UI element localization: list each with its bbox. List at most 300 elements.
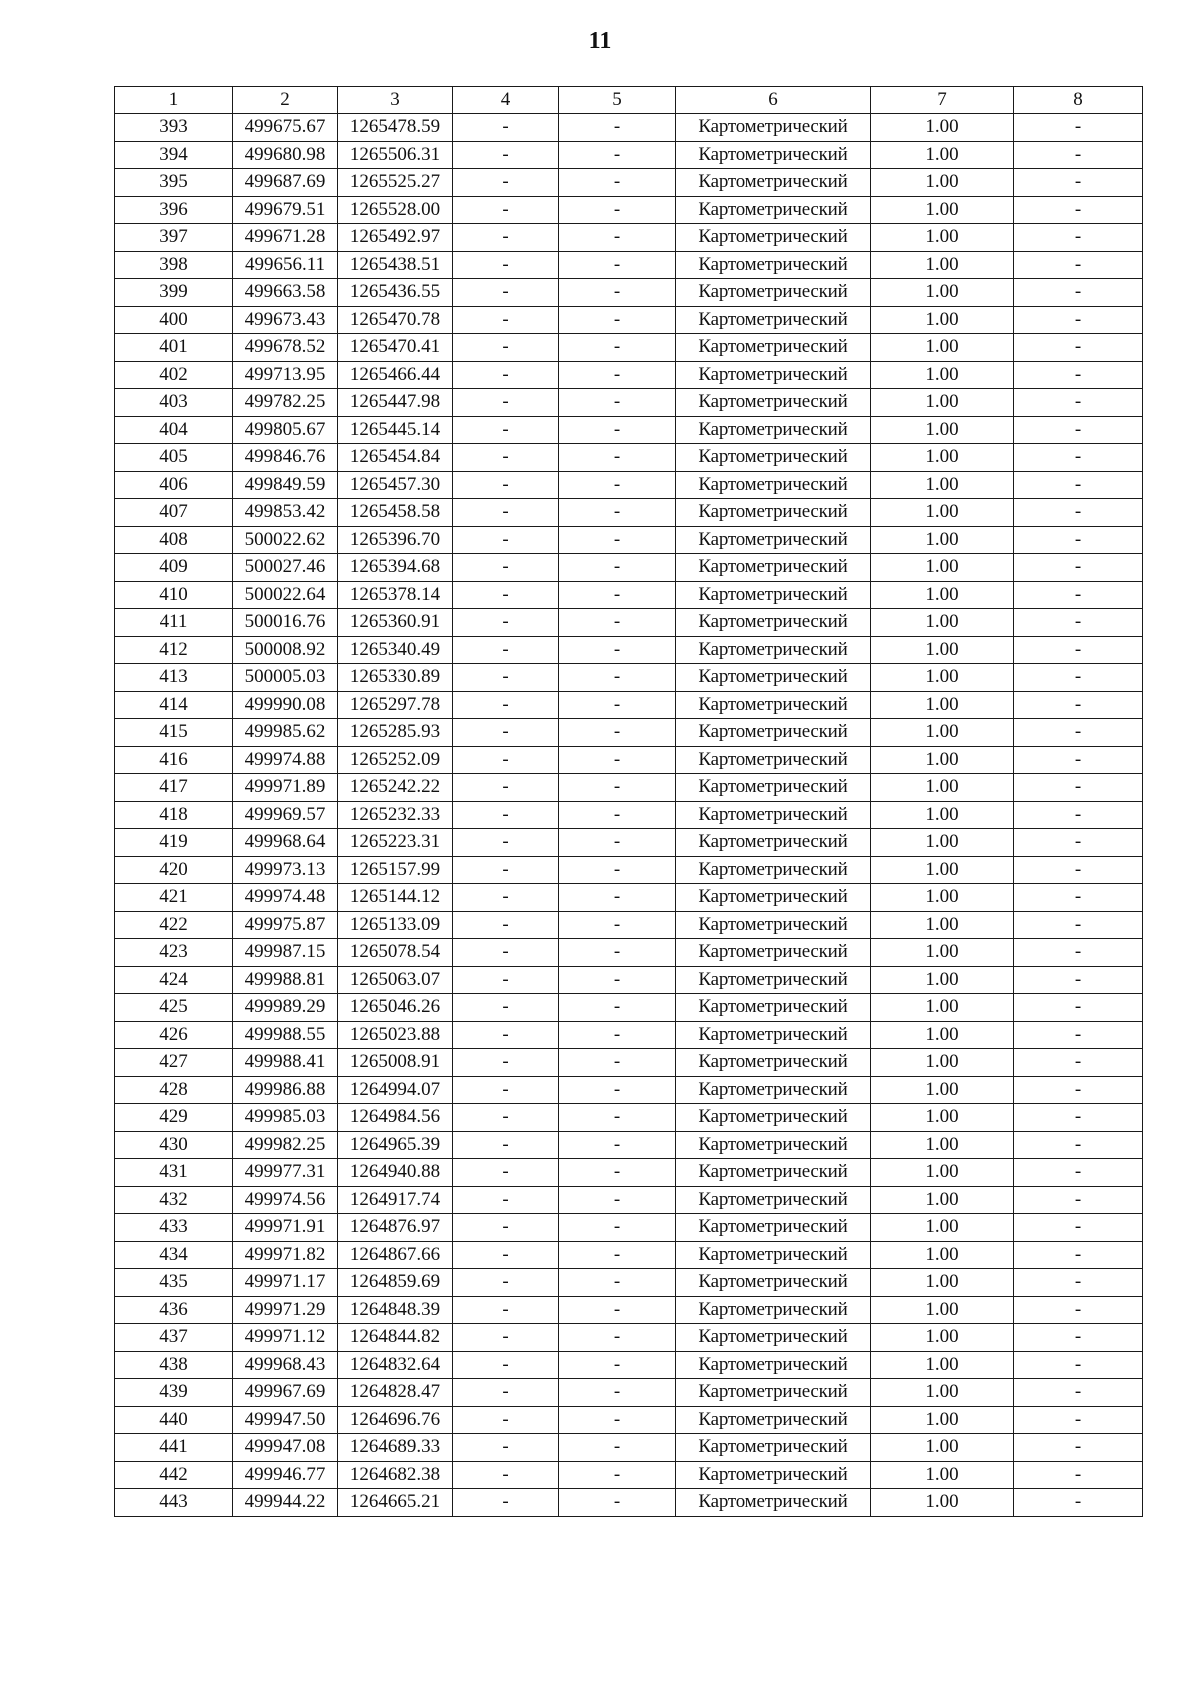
table-row (115, 1104, 1143, 1132)
x-coordinate-cell: 499947.50 (233, 1406, 338, 1434)
col-5-cell: - (559, 361, 676, 389)
col-8-cell: - (1014, 884, 1143, 912)
point-number-cell: 443 (115, 1489, 233, 1517)
method-cell: Картометрический (676, 1241, 871, 1269)
method-cell: Картометрический (676, 1379, 871, 1407)
point-number-cell: 428 (115, 1076, 233, 1104)
method-cell: Картометрический (676, 664, 871, 692)
col-8-cell: - (1014, 1324, 1143, 1352)
table-row (115, 389, 1143, 417)
col-5-cell: - (559, 1434, 676, 1462)
table-row (115, 1269, 1143, 1297)
table-row (115, 719, 1143, 747)
col-8-cell: - (1014, 554, 1143, 582)
col-8-cell: - (1014, 801, 1143, 829)
point-number-cell: 419 (115, 829, 233, 857)
y-coordinate-cell: 1265466.44 (338, 361, 453, 389)
accuracy-cell: 1.00 (871, 1434, 1014, 1462)
y-coordinate-cell: 1264876.97 (338, 1214, 453, 1242)
accuracy-cell: 1.00 (871, 1351, 1014, 1379)
x-coordinate-cell: 499982.25 (233, 1131, 338, 1159)
method-cell: Картометрический (676, 719, 871, 747)
method-cell: Картометрический (676, 499, 871, 527)
method-cell: Картометрический (676, 939, 871, 967)
point-number-cell: 434 (115, 1241, 233, 1269)
col-4-cell: - (453, 251, 559, 279)
method-cell: Картометрический (676, 911, 871, 939)
col-4-cell: - (453, 966, 559, 994)
accuracy-cell: 1.00 (871, 1076, 1014, 1104)
accuracy-cell: 1.00 (871, 169, 1014, 197)
y-coordinate-cell: 1264696.76 (338, 1406, 453, 1434)
method-cell: Картометрический (676, 224, 871, 252)
table-row (115, 306, 1143, 334)
col-5-cell: - (559, 1104, 676, 1132)
table-row (115, 224, 1143, 252)
col-4-cell: - (453, 471, 559, 499)
point-number-cell: 407 (115, 499, 233, 527)
col-4-cell: - (453, 196, 559, 224)
accuracy-cell: 1.00 (871, 1214, 1014, 1242)
col-4-cell: - (453, 224, 559, 252)
col-5-cell: - (559, 994, 676, 1022)
table-row (115, 1076, 1143, 1104)
point-number-cell: 405 (115, 444, 233, 472)
y-coordinate-cell: 1265157.99 (338, 856, 453, 884)
point-number-cell: 410 (115, 581, 233, 609)
x-coordinate-cell: 499986.88 (233, 1076, 338, 1104)
method-cell: Картометрический (676, 1131, 871, 1159)
method-cell: Картометрический (676, 306, 871, 334)
col-4-cell: - (453, 1214, 559, 1242)
y-coordinate-cell: 1264984.56 (338, 1104, 453, 1132)
col-4-cell: - (453, 746, 559, 774)
y-coordinate-cell: 1265457.30 (338, 471, 453, 499)
accuracy-cell: 1.00 (871, 884, 1014, 912)
table-row (115, 526, 1143, 554)
table-row (115, 444, 1143, 472)
col-5-cell: - (559, 1131, 676, 1159)
point-number-cell: 399 (115, 279, 233, 307)
col-4-cell: - (453, 1434, 559, 1462)
x-coordinate-cell: 499971.82 (233, 1241, 338, 1269)
x-coordinate-cell: 499975.87 (233, 911, 338, 939)
col-5-cell: - (559, 1296, 676, 1324)
method-cell: Картометрический (676, 1021, 871, 1049)
col-8-cell: - (1014, 526, 1143, 554)
y-coordinate-cell: 1264917.74 (338, 1186, 453, 1214)
col-4-cell: - (453, 664, 559, 692)
table-row (115, 1186, 1143, 1214)
table-row (115, 169, 1143, 197)
method-cell: Картометрический (676, 196, 871, 224)
y-coordinate-cell: 1265008.91 (338, 1049, 453, 1077)
table-row (115, 801, 1143, 829)
point-number-cell: 396 (115, 196, 233, 224)
coordinates-table (114, 86, 1143, 1517)
y-coordinate-cell: 1265396.70 (338, 526, 453, 554)
accuracy-cell: 1.00 (871, 609, 1014, 637)
table-row (115, 334, 1143, 362)
col-4-cell: - (453, 1351, 559, 1379)
y-coordinate-cell: 1265436.55 (338, 279, 453, 307)
col-5-cell: - (559, 169, 676, 197)
y-coordinate-cell: 1265133.09 (338, 911, 453, 939)
y-coordinate-cell: 1265445.14 (338, 416, 453, 444)
x-coordinate-cell: 499656.11 (233, 251, 338, 279)
accuracy-cell: 1.00 (871, 719, 1014, 747)
method-cell: Картометрический (676, 1324, 871, 1352)
column-header-8: 8 (1014, 87, 1143, 114)
col-5-cell: - (559, 471, 676, 499)
table-row (115, 1296, 1143, 1324)
point-number-cell: 442 (115, 1461, 233, 1489)
col-8-cell: - (1014, 1406, 1143, 1434)
col-5-cell: - (559, 1021, 676, 1049)
col-4-cell: - (453, 911, 559, 939)
col-4-cell: - (453, 856, 559, 884)
y-coordinate-cell: 1265063.07 (338, 966, 453, 994)
accuracy-cell: 1.00 (871, 444, 1014, 472)
x-coordinate-cell: 499782.25 (233, 389, 338, 417)
accuracy-cell: 1.00 (871, 224, 1014, 252)
col-4-cell: - (453, 1406, 559, 1434)
table-row (115, 1351, 1143, 1379)
x-coordinate-cell: 499974.88 (233, 746, 338, 774)
col-5-cell: - (559, 554, 676, 582)
accuracy-cell: 1.00 (871, 471, 1014, 499)
y-coordinate-cell: 1265340.49 (338, 636, 453, 664)
accuracy-cell: 1.00 (871, 1131, 1014, 1159)
column-header-7: 7 (871, 87, 1014, 114)
col-8-cell: - (1014, 691, 1143, 719)
col-8-cell: - (1014, 939, 1143, 967)
point-number-cell: 421 (115, 884, 233, 912)
point-number-cell: 425 (115, 994, 233, 1022)
point-number-cell: 415 (115, 719, 233, 747)
col-8-cell: - (1014, 636, 1143, 664)
method-cell: Картометрический (676, 1186, 871, 1214)
method-cell: Картометрический (676, 114, 871, 142)
method-cell: Картометрический (676, 581, 871, 609)
accuracy-cell: 1.00 (871, 361, 1014, 389)
col-4-cell: - (453, 939, 559, 967)
x-coordinate-cell: 499680.98 (233, 141, 338, 169)
y-coordinate-cell: 1265528.00 (338, 196, 453, 224)
point-number-cell: 401 (115, 334, 233, 362)
y-coordinate-cell: 1265394.68 (338, 554, 453, 582)
col-8-cell: - (1014, 361, 1143, 389)
col-4-cell: - (453, 994, 559, 1022)
col-4-cell: - (453, 1186, 559, 1214)
col-4-cell: - (453, 829, 559, 857)
table-row (115, 1434, 1143, 1462)
col-4-cell: - (453, 801, 559, 829)
accuracy-cell: 1.00 (871, 636, 1014, 664)
method-cell: Картометрический (676, 1076, 871, 1104)
method-cell: Картометрический (676, 169, 871, 197)
method-cell: Картометрический (676, 609, 871, 637)
col-8-cell: - (1014, 444, 1143, 472)
col-5-cell: - (559, 1269, 676, 1297)
table-row (115, 966, 1143, 994)
table-row (115, 856, 1143, 884)
x-coordinate-cell: 499663.58 (233, 279, 338, 307)
y-coordinate-cell: 1265297.78 (338, 691, 453, 719)
column-header-3: 3 (338, 87, 453, 114)
accuracy-cell: 1.00 (871, 1269, 1014, 1297)
method-cell: Картометрический (676, 554, 871, 582)
column-header-4: 4 (453, 87, 559, 114)
col-4-cell: - (453, 1296, 559, 1324)
col-8-cell: - (1014, 664, 1143, 692)
point-number-cell: 423 (115, 939, 233, 967)
table-row (115, 251, 1143, 279)
col-5-cell: - (559, 829, 676, 857)
accuracy-cell: 1.00 (871, 499, 1014, 527)
col-5-cell: - (559, 581, 676, 609)
col-4-cell: - (453, 1049, 559, 1077)
col-8-cell: - (1014, 581, 1143, 609)
y-coordinate-cell: 1265242.22 (338, 774, 453, 802)
col-5-cell: - (559, 664, 676, 692)
col-4-cell: - (453, 554, 559, 582)
table-row (115, 774, 1143, 802)
y-coordinate-cell: 1265232.33 (338, 801, 453, 829)
method-cell: Картометрический (676, 361, 871, 389)
x-coordinate-cell: 500022.64 (233, 581, 338, 609)
column-header-1: 1 (115, 87, 233, 114)
point-number-cell: 394 (115, 141, 233, 169)
accuracy-cell: 1.00 (871, 251, 1014, 279)
column-header-5: 5 (559, 87, 676, 114)
method-cell: Картометрический (676, 801, 871, 829)
x-coordinate-cell: 499946.77 (233, 1461, 338, 1489)
col-5-cell: - (559, 251, 676, 279)
x-coordinate-cell: 499977.31 (233, 1159, 338, 1187)
method-cell: Картометрический (676, 444, 871, 472)
table-header (115, 87, 1143, 114)
col-4-cell: - (453, 691, 559, 719)
column-header-2: 2 (233, 87, 338, 114)
table-row (115, 911, 1143, 939)
accuracy-cell: 1.00 (871, 966, 1014, 994)
y-coordinate-cell: 1265454.84 (338, 444, 453, 472)
point-number-cell: 400 (115, 306, 233, 334)
header-row (115, 87, 1143, 114)
x-coordinate-cell: 499947.08 (233, 1434, 338, 1462)
col-8-cell: - (1014, 1379, 1143, 1407)
x-coordinate-cell: 500005.03 (233, 664, 338, 692)
y-coordinate-cell: 1264994.07 (338, 1076, 453, 1104)
x-coordinate-cell: 499988.55 (233, 1021, 338, 1049)
point-number-cell: 397 (115, 224, 233, 252)
y-coordinate-cell: 1264859.69 (338, 1269, 453, 1297)
y-coordinate-cell: 1264665.21 (338, 1489, 453, 1517)
y-coordinate-cell: 1264689.33 (338, 1434, 453, 1462)
point-number-cell: 435 (115, 1269, 233, 1297)
col-4-cell: - (453, 416, 559, 444)
table-row (115, 554, 1143, 582)
y-coordinate-cell: 1265447.98 (338, 389, 453, 417)
accuracy-cell: 1.00 (871, 334, 1014, 362)
table-row (115, 1241, 1143, 1269)
col-5-cell: - (559, 1159, 676, 1187)
method-cell: Картометрический (676, 1159, 871, 1187)
col-8-cell: - (1014, 1076, 1143, 1104)
col-5-cell: - (559, 746, 676, 774)
x-coordinate-cell: 499988.41 (233, 1049, 338, 1077)
col-8-cell: - (1014, 251, 1143, 279)
x-coordinate-cell: 499673.43 (233, 306, 338, 334)
y-coordinate-cell: 1265470.78 (338, 306, 453, 334)
x-coordinate-cell: 499713.95 (233, 361, 338, 389)
col-4-cell: - (453, 499, 559, 527)
col-4-cell: - (453, 334, 559, 362)
accuracy-cell: 1.00 (871, 554, 1014, 582)
accuracy-cell: 1.00 (871, 1186, 1014, 1214)
table-row (115, 664, 1143, 692)
table-row (115, 1489, 1143, 1517)
col-5-cell: - (559, 1461, 676, 1489)
x-coordinate-cell: 499678.52 (233, 334, 338, 362)
point-number-cell: 430 (115, 1131, 233, 1159)
method-cell: Картометрический (676, 334, 871, 362)
col-4-cell: - (453, 1461, 559, 1489)
x-coordinate-cell: 499968.64 (233, 829, 338, 857)
accuracy-cell: 1.00 (871, 306, 1014, 334)
method-cell: Картометрический (676, 1104, 871, 1132)
method-cell: Картометрический (676, 251, 871, 279)
x-coordinate-cell: 499971.29 (233, 1296, 338, 1324)
point-number-cell: 429 (115, 1104, 233, 1132)
accuracy-cell: 1.00 (871, 389, 1014, 417)
col-8-cell: - (1014, 1296, 1143, 1324)
accuracy-cell: 1.00 (871, 1379, 1014, 1407)
table-row (115, 1406, 1143, 1434)
col-5-cell: - (559, 691, 676, 719)
col-5-cell: - (559, 1076, 676, 1104)
y-coordinate-cell: 1264867.66 (338, 1241, 453, 1269)
col-8-cell: - (1014, 499, 1143, 527)
method-cell: Картометрический (676, 1489, 871, 1517)
x-coordinate-cell: 499944.22 (233, 1489, 338, 1517)
table-row (115, 1021, 1143, 1049)
col-4-cell: - (453, 141, 559, 169)
col-4-cell: - (453, 1131, 559, 1159)
table-row (115, 1379, 1143, 1407)
x-coordinate-cell: 499989.29 (233, 994, 338, 1022)
method-cell: Картометрический (676, 526, 871, 554)
point-number-cell: 426 (115, 1021, 233, 1049)
col-4-cell: - (453, 719, 559, 747)
table-row (115, 884, 1143, 912)
point-number-cell: 437 (115, 1324, 233, 1352)
x-coordinate-cell: 499675.67 (233, 114, 338, 142)
col-4-cell: - (453, 306, 559, 334)
col-4-cell: - (453, 1489, 559, 1517)
point-number-cell: 402 (115, 361, 233, 389)
method-cell: Картометрический (676, 636, 871, 664)
col-8-cell: - (1014, 471, 1143, 499)
col-5-cell: - (559, 966, 676, 994)
table-row (115, 691, 1143, 719)
accuracy-cell: 1.00 (871, 994, 1014, 1022)
x-coordinate-cell: 499679.51 (233, 196, 338, 224)
y-coordinate-cell: 1264832.64 (338, 1351, 453, 1379)
x-coordinate-cell: 499969.57 (233, 801, 338, 829)
column-header-6: 6 (676, 87, 871, 114)
y-coordinate-cell: 1265078.54 (338, 939, 453, 967)
point-number-cell: 440 (115, 1406, 233, 1434)
point-number-cell: 414 (115, 691, 233, 719)
method-cell: Картометрический (676, 1214, 871, 1242)
col-8-cell: - (1014, 1269, 1143, 1297)
x-coordinate-cell: 499990.08 (233, 691, 338, 719)
point-number-cell: 441 (115, 1434, 233, 1462)
table-row (115, 416, 1143, 444)
point-number-cell: 412 (115, 636, 233, 664)
x-coordinate-cell: 499987.15 (233, 939, 338, 967)
col-8-cell: - (1014, 416, 1143, 444)
col-8-cell: - (1014, 911, 1143, 939)
accuracy-cell: 1.00 (871, 856, 1014, 884)
method-cell: Картометрический (676, 416, 871, 444)
y-coordinate-cell: 1264848.39 (338, 1296, 453, 1324)
table-body (115, 114, 1143, 1517)
point-number-cell: 403 (115, 389, 233, 417)
col-5-cell: - (559, 1379, 676, 1407)
method-cell: Картометрический (676, 1351, 871, 1379)
col-4-cell: - (453, 169, 559, 197)
method-cell: Картометрический (676, 1296, 871, 1324)
col-5-cell: - (559, 196, 676, 224)
accuracy-cell: 1.00 (871, 1159, 1014, 1187)
col-4-cell: - (453, 279, 559, 307)
y-coordinate-cell: 1265252.09 (338, 746, 453, 774)
point-number-cell: 406 (115, 471, 233, 499)
accuracy-cell: 1.00 (871, 746, 1014, 774)
table-row (115, 1159, 1143, 1187)
col-8-cell: - (1014, 856, 1143, 884)
y-coordinate-cell: 1265525.27 (338, 169, 453, 197)
col-5-cell: - (559, 911, 676, 939)
col-8-cell: - (1014, 719, 1143, 747)
col-4-cell: - (453, 1076, 559, 1104)
y-coordinate-cell: 1265378.14 (338, 581, 453, 609)
y-coordinate-cell: 1265223.31 (338, 829, 453, 857)
col-8-cell: - (1014, 1159, 1143, 1187)
accuracy-cell: 1.00 (871, 911, 1014, 939)
y-coordinate-cell: 1265506.31 (338, 141, 453, 169)
method-cell: Картометрический (676, 774, 871, 802)
point-number-cell: 409 (115, 554, 233, 582)
x-coordinate-cell: 499985.62 (233, 719, 338, 747)
col-8-cell: - (1014, 609, 1143, 637)
accuracy-cell: 1.00 (871, 1461, 1014, 1489)
col-4-cell: - (453, 1241, 559, 1269)
x-coordinate-cell: 499968.43 (233, 1351, 338, 1379)
col-8-cell: - (1014, 169, 1143, 197)
x-coordinate-cell: 500027.46 (233, 554, 338, 582)
x-coordinate-cell: 500008.92 (233, 636, 338, 664)
col-5-cell: - (559, 1406, 676, 1434)
method-cell: Картометрический (676, 746, 871, 774)
y-coordinate-cell: 1264682.38 (338, 1461, 453, 1489)
accuracy-cell: 1.00 (871, 1241, 1014, 1269)
x-coordinate-cell: 499853.42 (233, 499, 338, 527)
method-cell: Картометрический (676, 966, 871, 994)
